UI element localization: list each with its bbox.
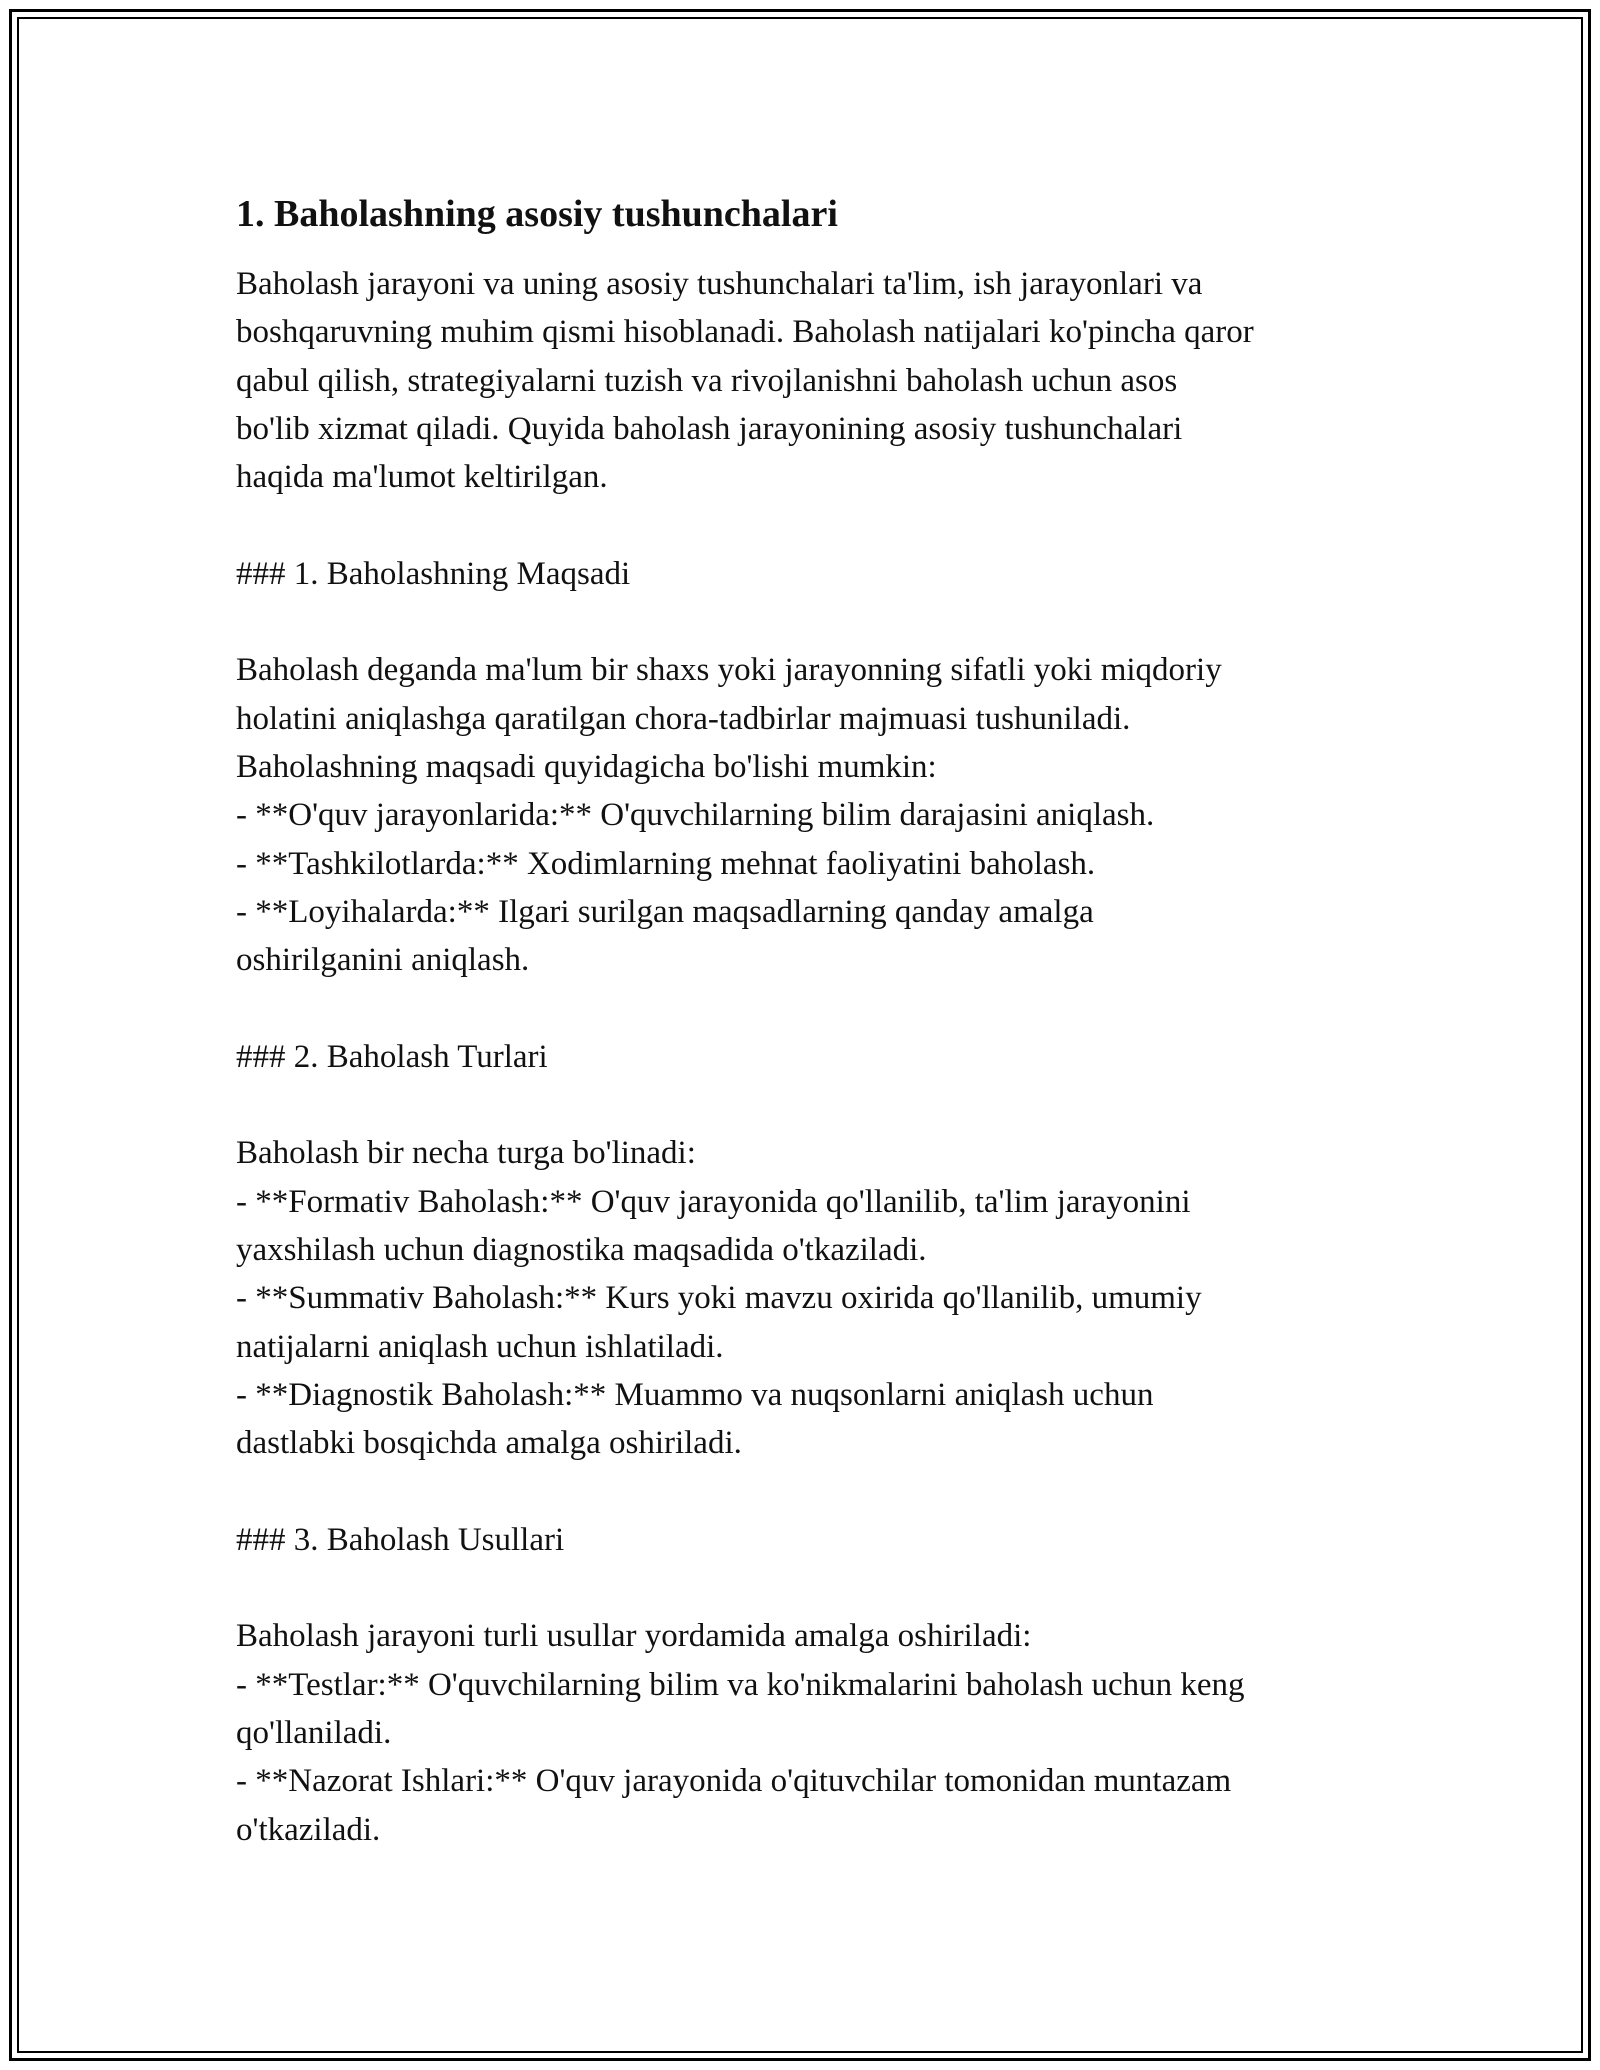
spacer <box>236 501 1416 549</box>
section-heading: ### 3. Baholash Usullari <box>236 1521 565 1558</box>
spacer <box>236 1564 1416 1612</box>
document-page <box>236 186 1416 1854</box>
spacer <box>236 598 1416 646</box>
spacer <box>236 1081 1416 1129</box>
section-body: Baholash bir necha turga bo'linadi: - **Formativ Baholash:** O'quv jarayonida qo'llanilib, ta'lim jarayonini yaxshilash uchun diagnostika maqsadida o'tkaziladi. - **Summativ Baholash:** Kurs yoki mavzu oxirida qo'llanilib, umumiy natijalarni aniqlash uchun ishlatiladi. - **Diagnostik Baholash:** Muammo va nuqsonlarni aniqlash uchun dastlabki bosqichda amalga oshiriladi. <box>236 1135 1202 1462</box>
spacer <box>236 984 1416 1032</box>
section-heading: ### 1. Baholashning Maqsadi <box>236 555 631 592</box>
document-title: 1. Baholashning asosiy tushunchalari <box>236 193 838 235</box>
intro-paragraph: Baholash jarayoni va uning asosiy tushunchalari ta'lim, ish jarayonlari va boshqaruvning muhim qismi hisoblanadi. Baholash natijalari ko'pincha qaror qabul qilish, strategiyalarni tuzish va rivojlanishni baholash uchun asos bo'lib xizmat qiladi. Quyida baholash jarayonining asosiy tushunchalari haqida ma'lumot keltirilgan. <box>236 266 1254 496</box>
section-body: Baholash jarayoni turli usullar yordamida amalga oshiriladi: - **Testlar:** O'quvchilarning bilim va ko'nikmalarini baholash uchun keng qo'llaniladi. - **Nazorat Ishlari:** O'quv jarayonida o'qituvchilar tomonidan muntazam o'tkaziladi. <box>236 1618 1245 1848</box>
spacer <box>236 1467 1416 1515</box>
section-body: Baholash deganda ma'lum bir shaxs yoki jarayonning sifatli yoki miqdoriy holatini aniqlashga qaratilgan chora-tadbirlar majmuasi tushuniladi. Baholashning maqsadi quyidagicha bo'lishi mumkin: - **O'quv jarayonlarida:** O'quvchilarning bilim darajasini aniqlash. - **Tashkilotlarda:** Xodimlarning mehnat faoliyatini baholash. - **Loyihalarda:** Ilgari surilgan maqsadlarning qanday amalga oshirilganini aniqlash. <box>236 652 1222 979</box>
section-heading: ### 2. Baholash Turlari <box>236 1038 548 1075</box>
